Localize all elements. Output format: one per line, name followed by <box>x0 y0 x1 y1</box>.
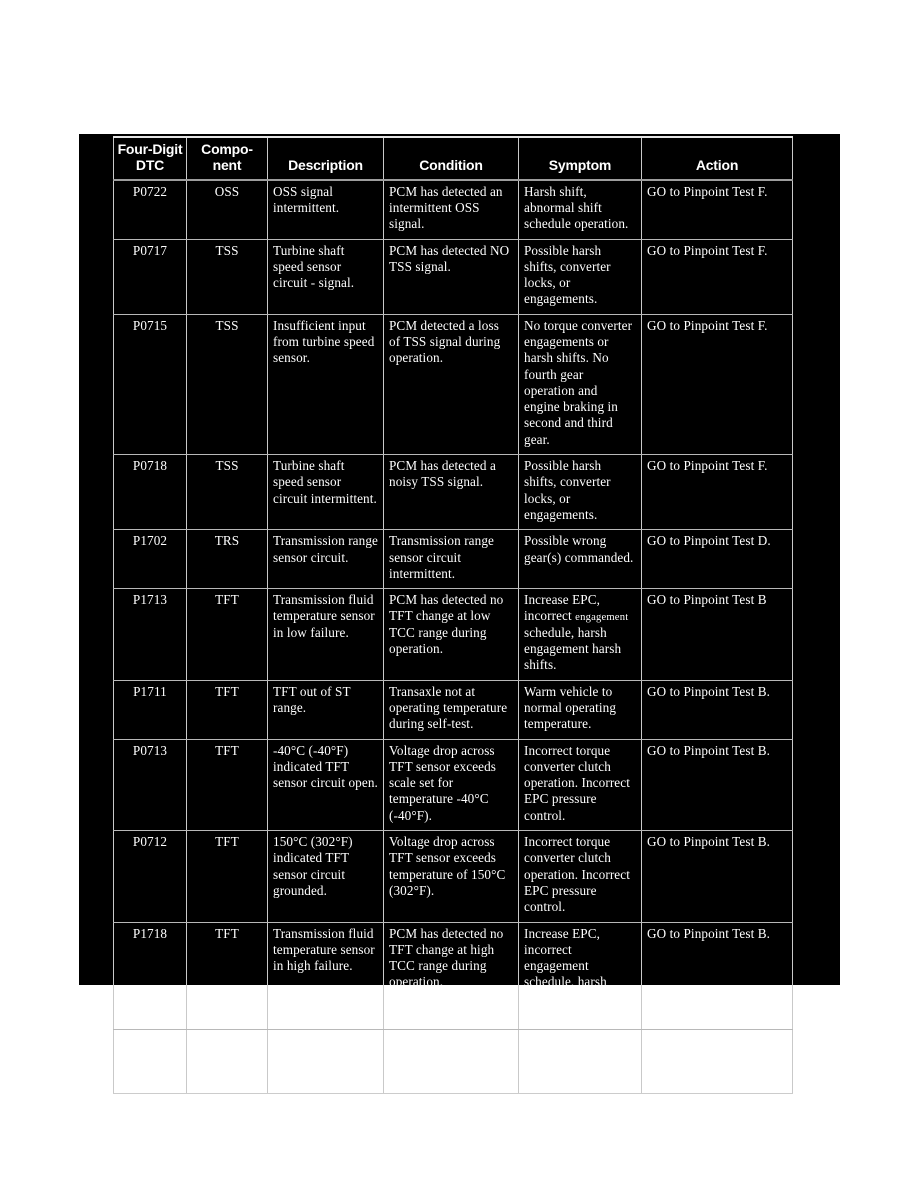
cell-dtc: P1711 <box>114 680 187 739</box>
cell-condition: PCM has detected no TFT change at low TCC range during operation. <box>384 589 519 680</box>
cell-component: TFT <box>187 739 268 830</box>
cell-symptom: Possible harsh shifts, converter locks, or engagements. <box>519 239 642 314</box>
table-row <box>114 739 793 830</box>
cell-description: Turbine shaft speed sensor circuit intermittent. <box>268 455 384 530</box>
cell-condition <box>384 1030 519 1094</box>
cell-condition: PCM has detected an intermittent OSS signal. <box>384 180 519 239</box>
cell-description: Turbine shaft speed sensor circuit - signal. <box>268 239 384 314</box>
cell-action <box>642 1030 793 1094</box>
column-header-dtc-line2: DTC <box>135 156 165 173</box>
column-header-component-line2: nent <box>212 156 242 173</box>
cell-dtc: P0717 <box>114 239 187 314</box>
cell-description: Inductive signature clip communication. <box>268 1030 384 1094</box>
column-header-dtc <box>114 137 187 180</box>
cell-component: TFT <box>187 680 268 739</box>
cell-description: OSS signal intermittent. <box>268 180 384 239</box>
cell-symptom: No torque converter engagements or harsh shifts. No fourth gear operation and engine braking in second and third gear. <box>519 314 642 454</box>
table-row <box>114 455 793 530</box>
scanned-page-panel <box>79 134 840 1081</box>
column-header-description: Description <box>268 137 384 180</box>
cell-symptom: Possible wrong gear(s) commanded. <box>519 530 642 589</box>
cell-symptom: Incorrect torque converter clutch operation. Incorrect EPC pressure control. <box>519 831 642 922</box>
cell-symptom: Warm vehicle to normal operating temperature. <box>519 680 642 739</box>
cell-action: GO to Pinpoint Test F. <box>642 180 793 239</box>
table-body <box>114 180 793 1094</box>
cell-action: GO to Pinpoint Test B. <box>642 739 793 830</box>
cell-action: GO to Pinpoint Test B. <box>642 922 793 1030</box>
table-header <box>114 137 793 180</box>
cell-dtc: P0713 <box>114 739 187 830</box>
cell-symptom <box>519 589 642 680</box>
cell-condition: PCM has detected no TFT change at high TCC range during operation. <box>384 922 519 1030</box>
cell-description: Transmission fluid temperature sensor in low failure. <box>268 589 384 680</box>
cell-description: Insufficient input from turbine speed sensor. <box>268 314 384 454</box>
cell-action: GO to Pinpoint Test B <box>642 589 793 680</box>
table-row <box>114 831 793 922</box>
cell-component: Inductive signature clip <box>187 1030 268 1094</box>
cell-component: TFT <box>187 589 268 680</box>
cell-component: TFT <box>187 922 268 1030</box>
table-row <box>114 589 793 680</box>
cell-symptom: Increase EPC, incorrect engagement schedule, harsh engagement, harsh shifts. <box>519 922 642 1030</box>
cell-symptom: Harsh shift, abnormal shift schedule operation. <box>519 180 642 239</box>
cell-dtc: P0718 <box>114 455 187 530</box>
table-row <box>114 530 793 589</box>
cell-condition: PCM has detected NO TSS signal. <box>384 239 519 314</box>
table-row <box>114 239 793 314</box>
cell-condition: Transaxle not at operating temperature during self-test. <box>384 680 519 739</box>
column-header-action: Action <box>642 137 793 180</box>
cell-condition: PCM detected a loss of TSS signal during operation. <box>384 314 519 454</box>
column-header-symptom: Symptom <box>519 137 642 180</box>
table-header-row <box>114 137 793 180</box>
cell-symptom <box>519 1030 642 1094</box>
cell-description: Transmission range sensor circuit. <box>268 530 384 589</box>
cell-action-line2: Powertrain Management <box>647 1050 787 1065</box>
cell-dtc: P1636 <box>114 1030 187 1094</box>
cell-dtc: P0715 <box>114 314 187 454</box>
cell-component: TFT <box>187 831 268 922</box>
cell-symptom-part2: schedule, harsh engagement harsh shifts. <box>524 624 622 673</box>
cell-component: TSS <box>187 314 268 454</box>
cell-component: OSS <box>187 180 268 239</box>
cell-dtc: P1713 <box>114 589 187 680</box>
column-header-component-line1: Compo- <box>201 141 253 157</box>
cell-action: GO to Pinpoint Test F. <box>642 455 793 530</box>
cell-action: GO to Pinpoint Test F. <box>642 239 793 314</box>
table-row <box>114 314 793 454</box>
cell-action: GO to Pinpoint Test F. <box>642 314 793 454</box>
cell-description: TFT out of ST range. <box>268 680 384 739</box>
cell-description: -40°C (-40°F) indicated TFT sensor circuit open. <box>268 739 384 830</box>
cell-dtc: P0722 <box>114 180 187 239</box>
cell-symptom: Possible harsh shifts, converter locks, or engagements. <box>519 455 642 530</box>
cell-action: GO to Pinpoint Test B. <box>642 680 793 739</box>
cell-action: GO to Pinpoint Test B. <box>642 831 793 922</box>
cell-description: 150°C (302°F) indicated TFT sensor circuit grounded. <box>268 831 384 922</box>
cell-condition: Voltage drop across TFT sensor exceeds temperature of 150°C (302°F). <box>384 831 519 922</box>
cell-description: Transmission fluid temperature sensor in high failure. <box>268 922 384 1030</box>
cell-condition: Voltage drop across TFT sensor exceeds scale set for temperature -40°C (-40°F). <box>384 739 519 830</box>
cell-dtc: P1718 <box>114 922 187 1030</box>
cell-symptom: Incorrect torque converter clutch operation. Incorrect EPC pressure control. <box>519 739 642 830</box>
column-header-condition: Condition <box>384 137 519 180</box>
dtc-diagnostic-table <box>113 136 793 1094</box>
cell-action: GO to Pinpoint Test D. <box>642 530 793 589</box>
table-row <box>114 180 793 239</box>
table-row <box>114 1030 793 1094</box>
cell-component: TSS <box>187 455 268 530</box>
cell-component: TRS <box>187 530 268 589</box>
cell-symptom-part1: Increase EPC, incorrect <box>524 592 601 624</box>
cell-action-line1: Refer to <box>647 1033 691 1049</box>
table-row <box>114 922 793 1030</box>
cell-condition: PCM has detected a noisy TSS signal. <box>384 455 519 530</box>
cell-dtc: P1702 <box>114 530 187 589</box>
column-header-dtc-line1: Four-Digit <box>117 141 183 157</box>
cell-component: TSS <box>187 239 268 314</box>
cell-condition: Transmission range sensor circuit intermittent. <box>384 530 519 589</box>
column-header-component <box>187 137 268 180</box>
cell-symptom-small-word: engagement <box>575 612 629 624</box>
table-row <box>114 680 793 739</box>
cell-dtc: P0712 <box>114 831 187 922</box>
